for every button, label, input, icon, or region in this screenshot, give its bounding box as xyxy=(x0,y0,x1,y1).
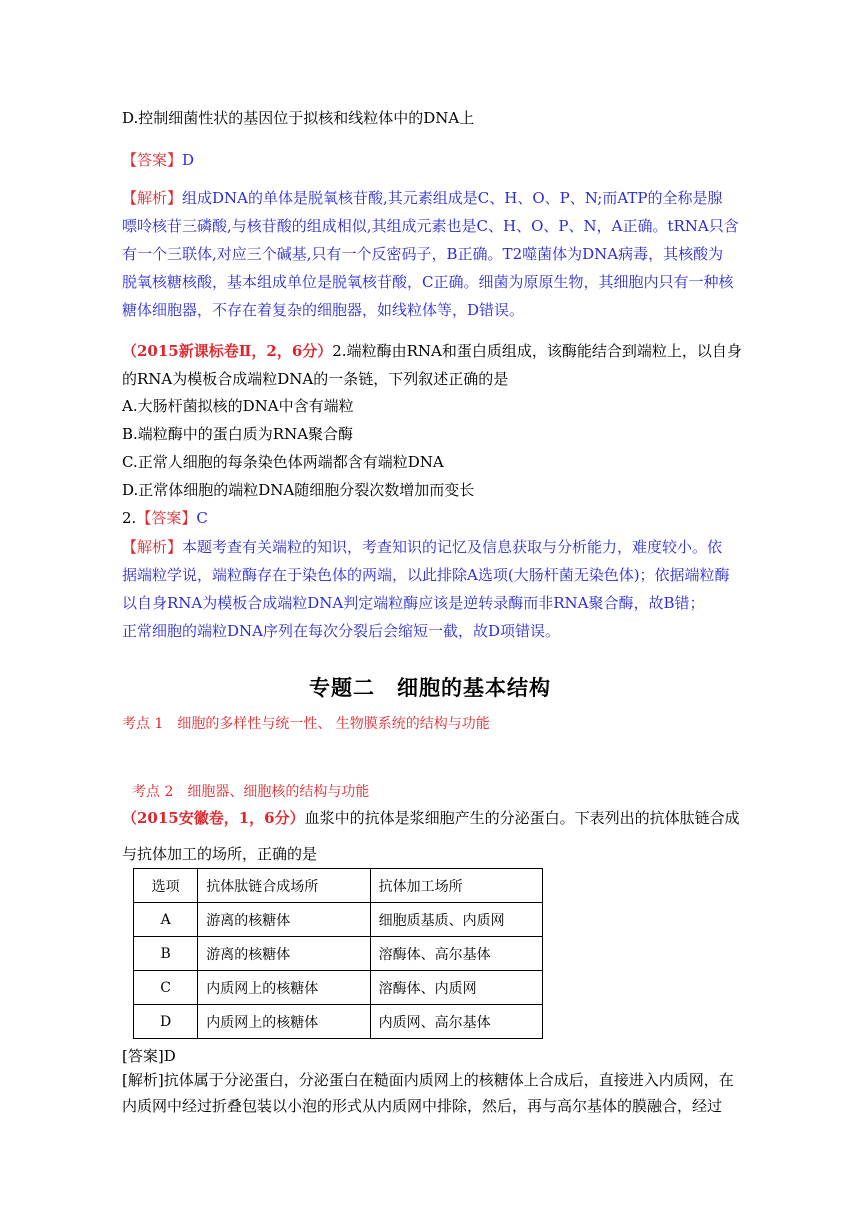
q1-analysis-text-1: 组成DNA的单体是脱氧核苷酸,其元素组成是C、H、O、P、N;而ATP的全称是腺 xyxy=(182,189,723,207)
q3-analysis-line-1: [解析]抗体属于分泌蛋白，分泌蛋白在糙面内质网上的核糖体上合成后，直接进入内质网，在 xyxy=(122,1071,734,1089)
q1-answer-line xyxy=(122,150,194,170)
table-cell: 溶酶体、高尔基体 xyxy=(370,937,542,971)
table-cell: C xyxy=(134,971,198,1005)
table-cell: 内质网、高尔基体 xyxy=(370,1005,542,1039)
q2-stem-line-1 xyxy=(122,341,742,361)
table-cell: 溶酶体、内质网 xyxy=(370,971,542,1005)
table-row xyxy=(134,1005,543,1039)
table-cell: B xyxy=(134,937,198,971)
q2-analysis-line-2: 据端粒学说，端粒酶存在于染色体的两端，以此排除A选项(大肠杆菌无染色体)；依据端粒酶 xyxy=(122,566,730,584)
q2-option-d: D.正常体细胞的端粒DNA随细胞分裂次数增加而变长 xyxy=(122,481,475,499)
q2-answer-prefix: 2. xyxy=(122,509,137,527)
q1-analysis-line-1 xyxy=(122,188,722,208)
q1-analysis-tag: 【解析】 xyxy=(122,189,183,207)
q2-answer-line xyxy=(122,508,208,528)
q2-answer-value: C xyxy=(196,509,208,527)
q2-stem-line-2: 的RNA为模板合成端粒DNA的一条链，下列叙述正确的是 xyxy=(122,370,509,388)
q2-option-a: A.大肠杆菌拟核的DNA中含有端粒 xyxy=(122,397,354,415)
q1-analysis-line-4: 脱氧核糖核酸，基本组成单位是脱氧核苷酸，C正确。细菌为原原生物，其细胞内只有一种核 xyxy=(122,273,734,291)
q2-source: （2015新课标卷Ⅱ，2，6分） xyxy=(122,342,333,360)
q1-analysis-line-3: 有一个三联体,对应三个碱基,只有一个反密码子，B正确。T2噬菌体为DNA病毒，其核酸为 xyxy=(122,245,724,263)
q2-answer-tag: 【答案】 xyxy=(136,509,197,527)
q2-analysis-line-1 xyxy=(122,537,722,557)
table-cell: 游离的核糖体 xyxy=(198,903,370,937)
q1-analysis-line-2: 嘌呤核苷三磷酸,与核苷酸的组成相似,其组成元素也是C、H、O、P、N，A正确。tRNA只含 xyxy=(122,217,739,235)
q2-option-b: B.端粒酶中的蛋白质为RNA聚合酶 xyxy=(122,425,354,443)
section-title: 专题二 细胞的基本结构 xyxy=(309,676,551,700)
options-table xyxy=(133,868,543,1039)
q1-analysis-line-5: 糖体细胞器，不存在着复杂的细胞器，如线粒体等，D错误。 xyxy=(122,301,525,319)
q3-stem-line-1 xyxy=(122,808,740,828)
table-cell: A xyxy=(134,903,198,937)
table-cell: D xyxy=(134,1005,198,1039)
q2-analysis-text-1: 本题考查有关端粒的知识，考查知识的记忆及信息获取与分析能力，难度较小。依 xyxy=(182,538,723,556)
table-cell: 游离的核糖体 xyxy=(198,937,370,971)
q2-stem-first: 2.端粒酶由RNA和蛋白质组成，该酶能结合到端粒上，以自身 xyxy=(332,342,742,360)
table-cell: 内质网上的核糖体 xyxy=(198,971,370,1005)
table-row xyxy=(134,903,543,937)
kaodian-1: 考点 1 细胞的多样性与统一性、 生物膜系统的结构与功能 xyxy=(122,716,490,732)
q1-answer-value: D xyxy=(182,151,195,169)
table-header-cell: 选项 xyxy=(134,869,198,903)
table-row xyxy=(134,971,543,1005)
q3-stem-first: 血浆中的抗体是浆细胞产生的分泌蛋白。下表列出的抗体肽链合成 xyxy=(304,809,740,827)
q1-option-d: D.控制细菌性状的基因位于拟核和线粒体中的DNA上 xyxy=(122,109,475,127)
q3-analysis-line-2: 内质网中经过折叠包装以小泡的形式从内质网中排除，然后，再与高尔基体的膜融合，经过 xyxy=(122,1097,723,1115)
q3-source: （2015安徽卷，1，6分） xyxy=(122,809,305,827)
kaodian-2: 考点 2 细胞器、细胞核的结构与功能 xyxy=(132,784,370,800)
table-cell: 细胞质基质、内质网 xyxy=(370,903,542,937)
q2-analysis-line-3: 以自身RNA为模板合成端粒DNA判定端粒酶应该是逆转录酶而非RNA聚合酶，故B错； xyxy=(122,594,705,612)
table-cell: 内质网上的核糖体 xyxy=(198,1005,370,1039)
table-row xyxy=(134,937,543,971)
q3-stem-line-2: 与抗体加工的场所，正确的是 xyxy=(122,845,318,863)
table-header-cell: 抗体肽链合成场所 xyxy=(198,869,370,903)
q2-analysis-line-4: 正常细胞的端粒DNA序列在每次分裂后会缩短一截，故D项错误。 xyxy=(122,622,561,640)
q3-answer-line: [答案]D xyxy=(122,1047,176,1065)
q2-analysis-tag: 【解析】 xyxy=(122,538,183,556)
table-header-row xyxy=(134,869,543,903)
q2-option-c: C.正常人细胞的每条染色体两端都含有端粒DNA xyxy=(122,453,444,471)
q1-answer-tag: 【答案】 xyxy=(122,151,183,169)
table-header-cell: 抗体加工场所 xyxy=(370,869,542,903)
